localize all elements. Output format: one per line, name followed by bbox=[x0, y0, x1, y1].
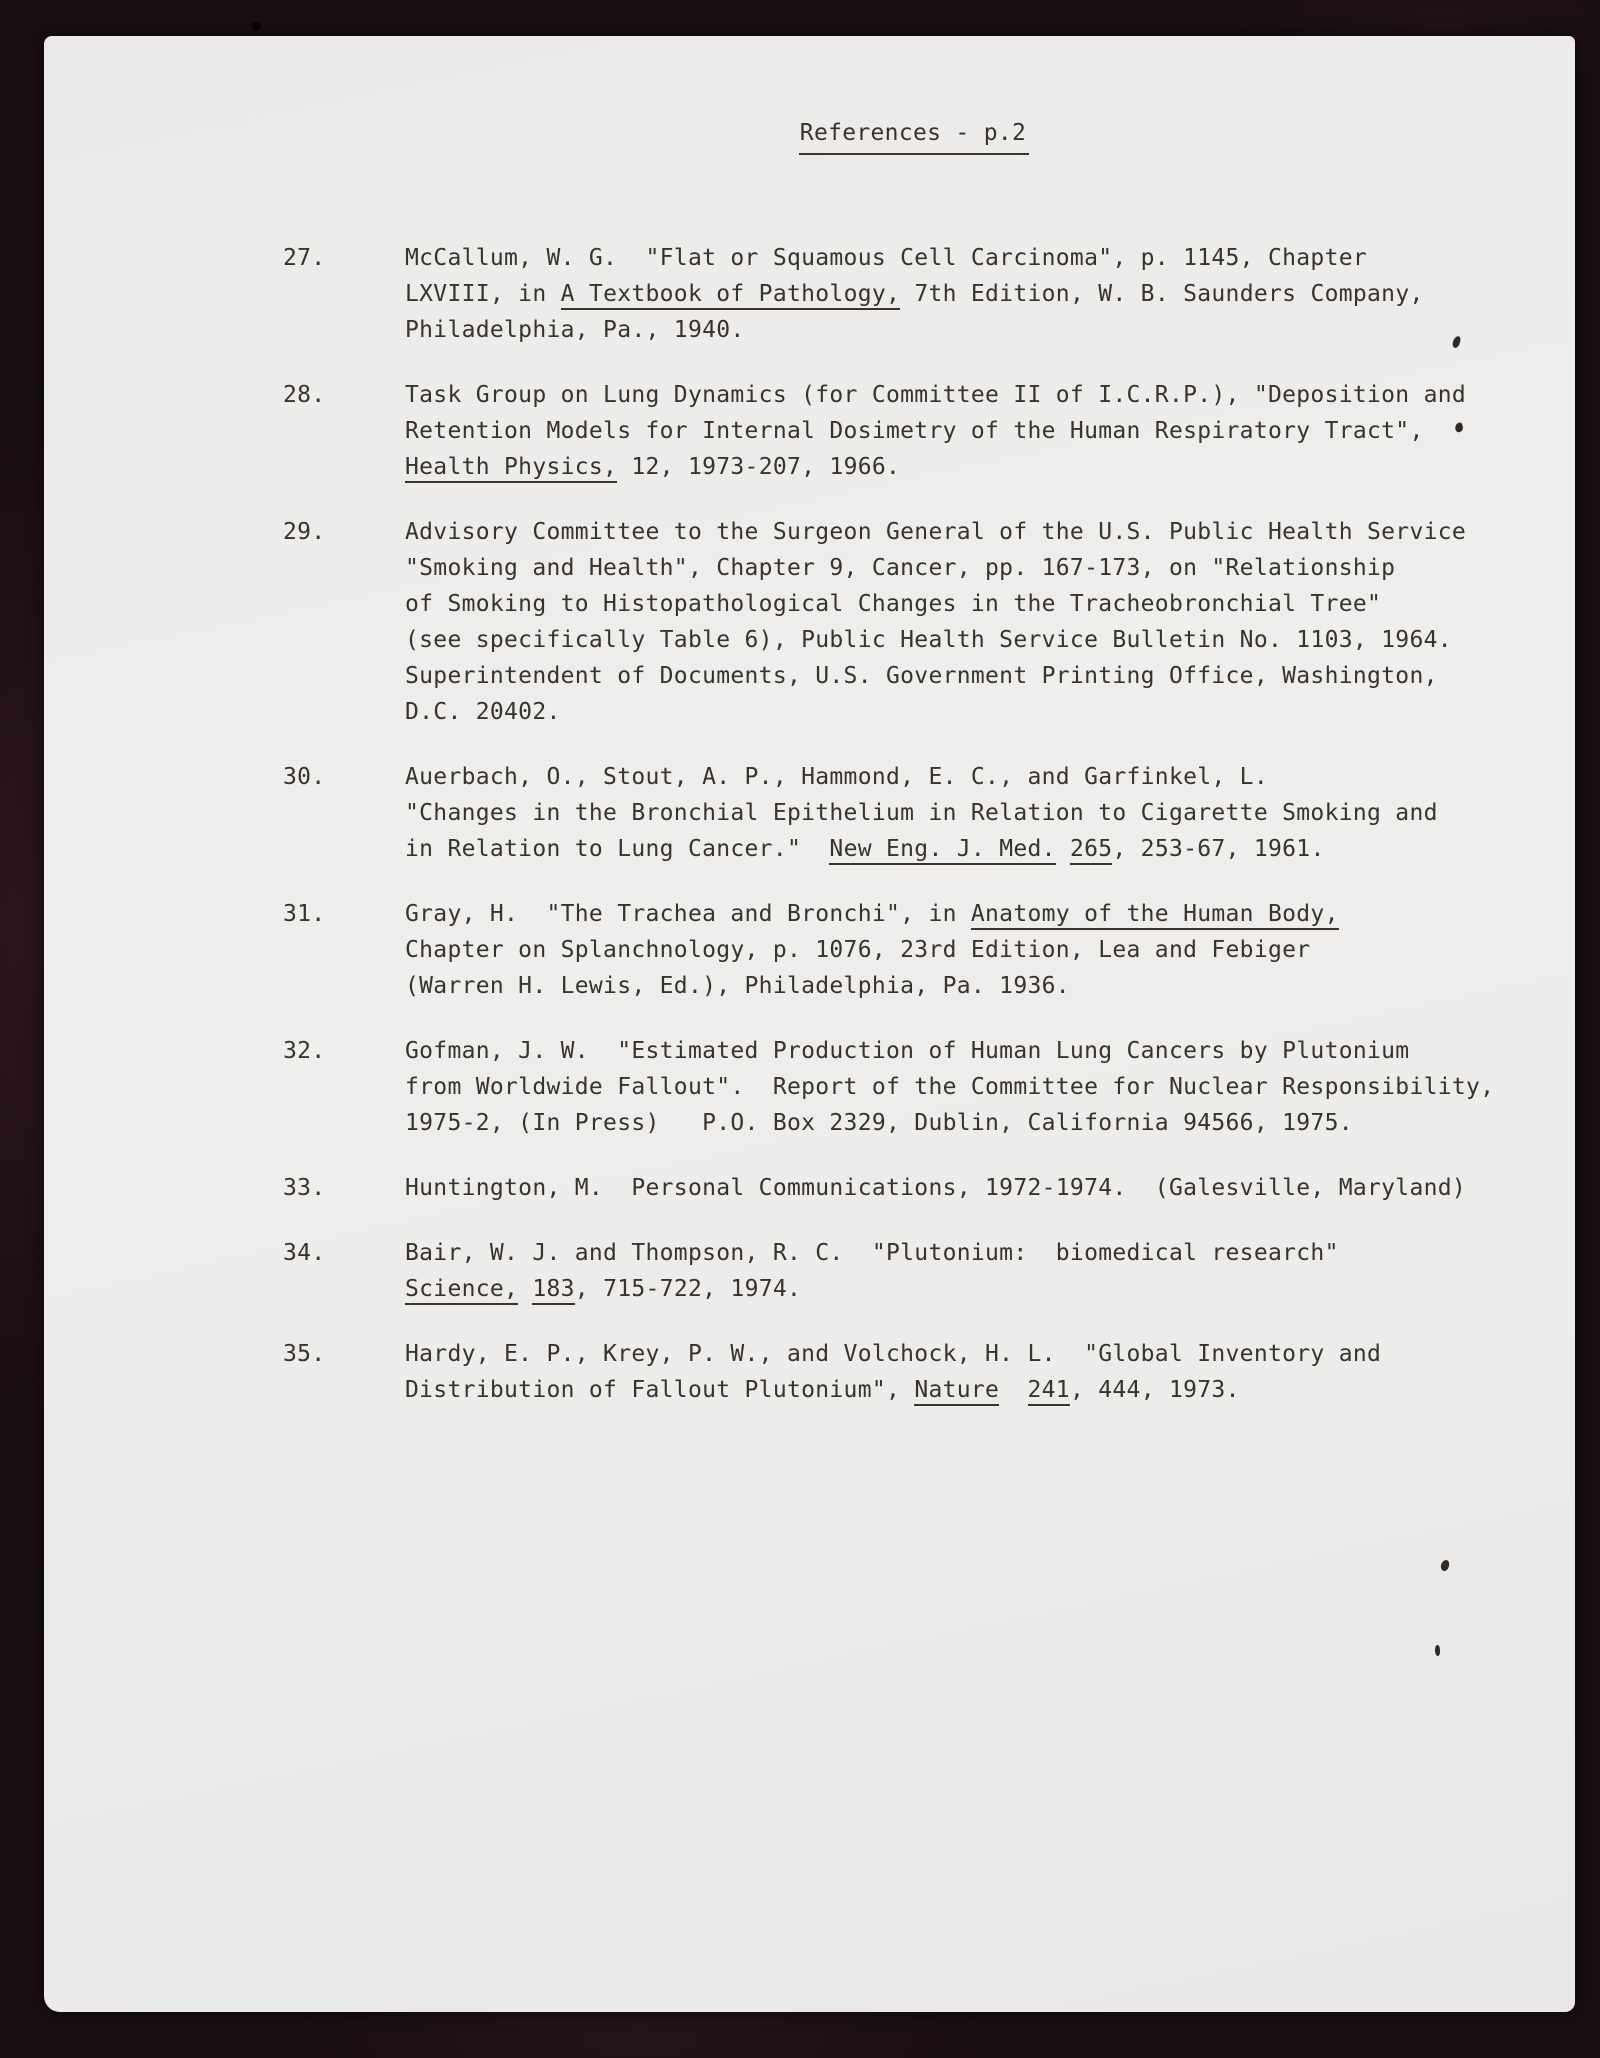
reference-number: 28. bbox=[283, 382, 326, 408]
reference-segment: Gofman, J. W. "Estimated Production of Human Lung Cancers by Plutonium bbox=[405, 1038, 1410, 1064]
reference-segment: , 715-722, 1974. bbox=[574, 1276, 802, 1302]
reference-number: 31. bbox=[283, 901, 326, 927]
reference-line bbox=[405, 1033, 1517, 1069]
reference-line bbox=[405, 896, 1517, 932]
reference-line bbox=[405, 795, 1517, 831]
reference-text bbox=[405, 240, 1517, 348]
reference-text bbox=[405, 1033, 1517, 1141]
reference-segment: "Smoking and Health", Chapter 9, Cancer, pp. 167-173, on "Relationship bbox=[405, 555, 1396, 581]
reference-text bbox=[405, 1235, 1517, 1307]
underlined-journal-title: 241 bbox=[1028, 1377, 1070, 1406]
underlined-journal-title: 183 bbox=[532, 1276, 574, 1305]
reference-segment: Hardy, E. P., Krey, P. W., and Volchock, H. L. "Global Inventory and bbox=[405, 1341, 1382, 1367]
reference-item bbox=[283, 1336, 1517, 1408]
reference-segment: 7th Edition, W. B. Saunders Company, bbox=[900, 281, 1424, 307]
underlined-journal-title: A Textbook of Pathology, bbox=[561, 281, 901, 310]
reference-line bbox=[405, 1105, 1517, 1141]
reference-segment: Task Group on Lung Dynamics (for Committee II of I.C.R.P.), "Deposition and bbox=[405, 382, 1467, 408]
reference-segment: Bair, W. J. and Thompson, R. C. "Plutonium: biomedical research" bbox=[405, 1240, 1339, 1266]
reference-item bbox=[283, 759, 1517, 867]
reference-number: 35. bbox=[283, 1341, 326, 1367]
scan-dust-speck bbox=[252, 22, 261, 30]
reference-line bbox=[405, 759, 1517, 795]
reference-segment: McCallum, W. G. "Flat or Squamous Cell Carcinoma", p. 1145, Chapter bbox=[405, 245, 1368, 271]
reference-segment: , 444, 1973. bbox=[1069, 1377, 1240, 1403]
reference-segment bbox=[999, 1377, 1027, 1403]
reference-text bbox=[405, 514, 1517, 730]
underlined-journal-title: New Eng. J. Med. bbox=[829, 836, 1055, 865]
reference-line bbox=[405, 586, 1517, 622]
reference-segment: Chapter on Splanchnology, p. 1076, 23rd Edition, Lea and Febiger bbox=[405, 937, 1311, 963]
underlined-journal-title: Health Physics, bbox=[405, 454, 617, 483]
underlined-journal-title: 265 bbox=[1070, 836, 1112, 865]
references-list bbox=[283, 240, 1517, 1408]
reference-line bbox=[405, 1170, 1517, 1206]
reference-item bbox=[283, 896, 1517, 1004]
reference-line bbox=[405, 1069, 1517, 1105]
reference-text bbox=[405, 1170, 1517, 1206]
reference-line bbox=[405, 1336, 1517, 1372]
reference-segment: , 253-67, 1961. bbox=[1112, 836, 1325, 862]
reference-number: 29. bbox=[283, 519, 326, 545]
reference-segment: (Warren H. Lewis, Ed.), Philadelphia, Pa. 1936. bbox=[405, 973, 1070, 999]
reference-segment: Advisory Committee to the Surgeon General of the U.S. Public Health Service bbox=[405, 519, 1467, 545]
reference-line bbox=[405, 1235, 1517, 1271]
reference-number: 34. bbox=[283, 1240, 326, 1266]
reference-segment: of Smoking to Histopathological Changes in the Tracheobronchial Tree" bbox=[405, 591, 1382, 617]
reference-item bbox=[283, 1235, 1517, 1307]
reference-segment: Auerbach, O., Stout, A. P., Hammond, E. C., and Garfinkel, L. bbox=[405, 764, 1268, 790]
reference-line bbox=[405, 550, 1517, 586]
reference-segment bbox=[1056, 836, 1070, 862]
reference-line bbox=[405, 831, 1517, 867]
reference-segment: Huntington, M. Personal Communications, 1972-1974. (Galesville, Maryland) bbox=[405, 1175, 1467, 1201]
reference-segment: Gray, H. "The Trachea and Bronchi", in bbox=[405, 901, 971, 927]
reference-segment: 12, 1973-207, 1966. bbox=[617, 454, 901, 480]
underlined-journal-title: Science, bbox=[405, 1276, 518, 1305]
reference-segment: Superintendent of Documents, U.S. Government Printing Office, Washington, bbox=[405, 663, 1438, 689]
reference-segment: from Worldwide Fallout". Report of the Committee for Nuclear Responsibility, bbox=[405, 1074, 1495, 1100]
reference-text bbox=[405, 759, 1517, 867]
reference-item bbox=[283, 1170, 1517, 1206]
reference-item bbox=[283, 240, 1517, 348]
reference-text bbox=[405, 1336, 1517, 1408]
reference-line bbox=[405, 377, 1517, 413]
reference-item bbox=[283, 1033, 1517, 1141]
reference-text bbox=[405, 377, 1517, 485]
reference-line bbox=[405, 658, 1517, 694]
reference-line bbox=[405, 1372, 1517, 1408]
underlined-journal-title: Anatomy of the Human Body, bbox=[971, 901, 1339, 930]
reference-segment: Distribution of Fallout Plutonium", bbox=[405, 1377, 915, 1403]
reference-segment: LXVIII, in bbox=[405, 281, 561, 307]
page-header bbox=[283, 96, 1517, 174]
reference-line bbox=[405, 449, 1517, 485]
reference-line bbox=[405, 1271, 1517, 1307]
reference-number: 33. bbox=[283, 1175, 326, 1201]
reference-segment: D.C. 20402. bbox=[405, 699, 561, 725]
reference-item bbox=[283, 514, 1517, 730]
reference-line bbox=[405, 514, 1517, 550]
reference-text bbox=[405, 896, 1517, 1004]
reference-segment: Philadelphia, Pa., 1940. bbox=[405, 317, 745, 343]
reference-number: 27. bbox=[283, 245, 326, 271]
reference-segment: in Relation to Lung Cancer." bbox=[405, 836, 830, 862]
reference-segment: 1975-2, (In Press) P.O. Box 2329, Dublin, California 94566, 1975. bbox=[405, 1110, 1353, 1136]
reference-segment bbox=[518, 1276, 532, 1302]
reference-line bbox=[405, 968, 1517, 1004]
reference-segment: "Changes in the Bronchial Epithelium in Relation to Cigarette Smoking and bbox=[405, 800, 1438, 826]
reference-item bbox=[283, 377, 1517, 485]
reference-segment: Retention Models for Internal Dosimetry of the Human Respiratory Tract", bbox=[405, 418, 1424, 444]
reference-number: 30. bbox=[283, 764, 326, 790]
page-title: References - p.2 bbox=[799, 115, 1029, 155]
reference-line bbox=[405, 276, 1517, 312]
reference-line bbox=[405, 240, 1517, 276]
reference-segment: (see specifically Table 6), Public Health Service Bulletin No. 1103, 1964. bbox=[405, 627, 1452, 653]
reference-line bbox=[405, 413, 1517, 449]
underlined-journal-title: Nature bbox=[914, 1377, 999, 1406]
document-page bbox=[44, 36, 1575, 2012]
reference-line bbox=[405, 694, 1517, 730]
reference-line bbox=[405, 312, 1517, 348]
reference-line bbox=[405, 932, 1517, 968]
reference-line bbox=[405, 622, 1517, 658]
reference-number: 32. bbox=[283, 1038, 326, 1064]
